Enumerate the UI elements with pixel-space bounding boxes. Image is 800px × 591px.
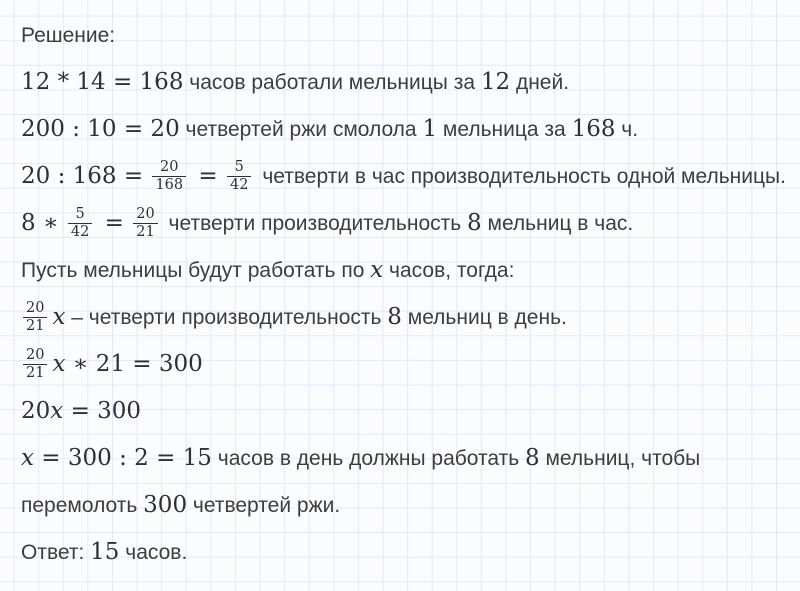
fraction-numerator: 20 (26, 299, 45, 316)
text-segment: часов работали мельницы за (183, 71, 481, 94)
math-segment: 15 (90, 539, 120, 565)
fraction (68, 206, 92, 242)
text-segment: перемолоть (21, 494, 144, 517)
text-segment: часов, тогда: (383, 259, 515, 282)
variable-segment: x (52, 351, 66, 377)
math-segment: 1 (422, 116, 438, 142)
math-segment: 8 (525, 445, 540, 471)
fraction-denominator: 168 (152, 176, 186, 194)
math-segment: = 300 (63, 398, 142, 424)
variable-segment: x (52, 304, 66, 330)
math-segment: = (191, 163, 226, 189)
line-step-3 (21, 154, 790, 201)
line-step-1 (21, 60, 790, 107)
text-segment: Пусть мельницы будут работать по (21, 259, 371, 282)
math-segment: 20 : 168 = (21, 163, 151, 189)
solution-lines (21, 60, 790, 577)
text-segment: дней. (510, 71, 570, 94)
text-segment: ч. (615, 118, 639, 141)
fraction-denominator: 21 (23, 317, 47, 335)
text-segment: – четверти производительность (65, 306, 388, 329)
text-segment: четверти производительность (162, 212, 468, 235)
fraction-denominator: 21 (133, 223, 157, 241)
math-segment: 8 (467, 210, 482, 236)
text-segment: мельниц, чтобы (539, 447, 701, 470)
math-segment: ∗ 21 = 300 (65, 351, 203, 377)
fraction-numerator: 20 (160, 158, 179, 175)
line-step-6 (21, 436, 790, 483)
line-equation-2 (21, 389, 790, 436)
fraction-numerator: 5 (75, 205, 85, 222)
text-segment: мельниц в день. (401, 306, 567, 329)
fraction-denominator: 42 (68, 223, 92, 241)
line-step-5 (21, 295, 790, 342)
text-segment: Ответ: (21, 541, 91, 564)
fraction (23, 347, 47, 383)
math-segment: 20 (21, 398, 51, 424)
line-answer (21, 530, 790, 577)
text-segment: четвертей ржи смолола (179, 118, 423, 141)
line-step-4 (21, 201, 790, 248)
text-segment: часов. (119, 541, 188, 564)
math-segment: 168 (571, 116, 616, 142)
fraction-denominator: 21 (23, 364, 47, 382)
fraction (23, 300, 47, 336)
math-segment: = 300 : 2 = 15 (33, 445, 212, 471)
math-segment: 300 (143, 492, 188, 518)
fraction-numerator: 5 (234, 158, 244, 175)
math-segment: = (97, 210, 132, 236)
text-segment: часов в день должны работать (211, 447, 526, 470)
math-segment: 8 (387, 304, 402, 330)
fraction (133, 206, 157, 242)
solution-heading: Решение: (21, 24, 116, 47)
math-segment: 12 (480, 69, 511, 95)
fraction-denominator: 42 (227, 176, 251, 194)
text-segment: мельница за (437, 118, 572, 141)
line-step-2 (21, 107, 790, 154)
variable-segment: x (21, 445, 34, 471)
line-step-6-continued (21, 483, 790, 530)
fraction (152, 159, 186, 195)
math-segment: 200 : 10 = 20 (21, 116, 180, 142)
text-segment: мельниц в час. (481, 212, 634, 235)
variable-segment: x (370, 257, 384, 283)
fraction (227, 159, 251, 195)
variable-segment: x (50, 398, 64, 424)
line-equation-1 (21, 342, 790, 389)
text-segment: четверти в час производительность одной мельницы. (256, 165, 786, 188)
math-segment: 8 ∗ (21, 210, 66, 236)
text-segment: четвертей ржи. (187, 494, 341, 517)
math-segment: 12 * 14 = 168 (21, 69, 184, 95)
fraction-numerator: 20 (136, 205, 155, 222)
fraction-numerator: 20 (26, 346, 45, 363)
line-assumption (21, 248, 790, 295)
